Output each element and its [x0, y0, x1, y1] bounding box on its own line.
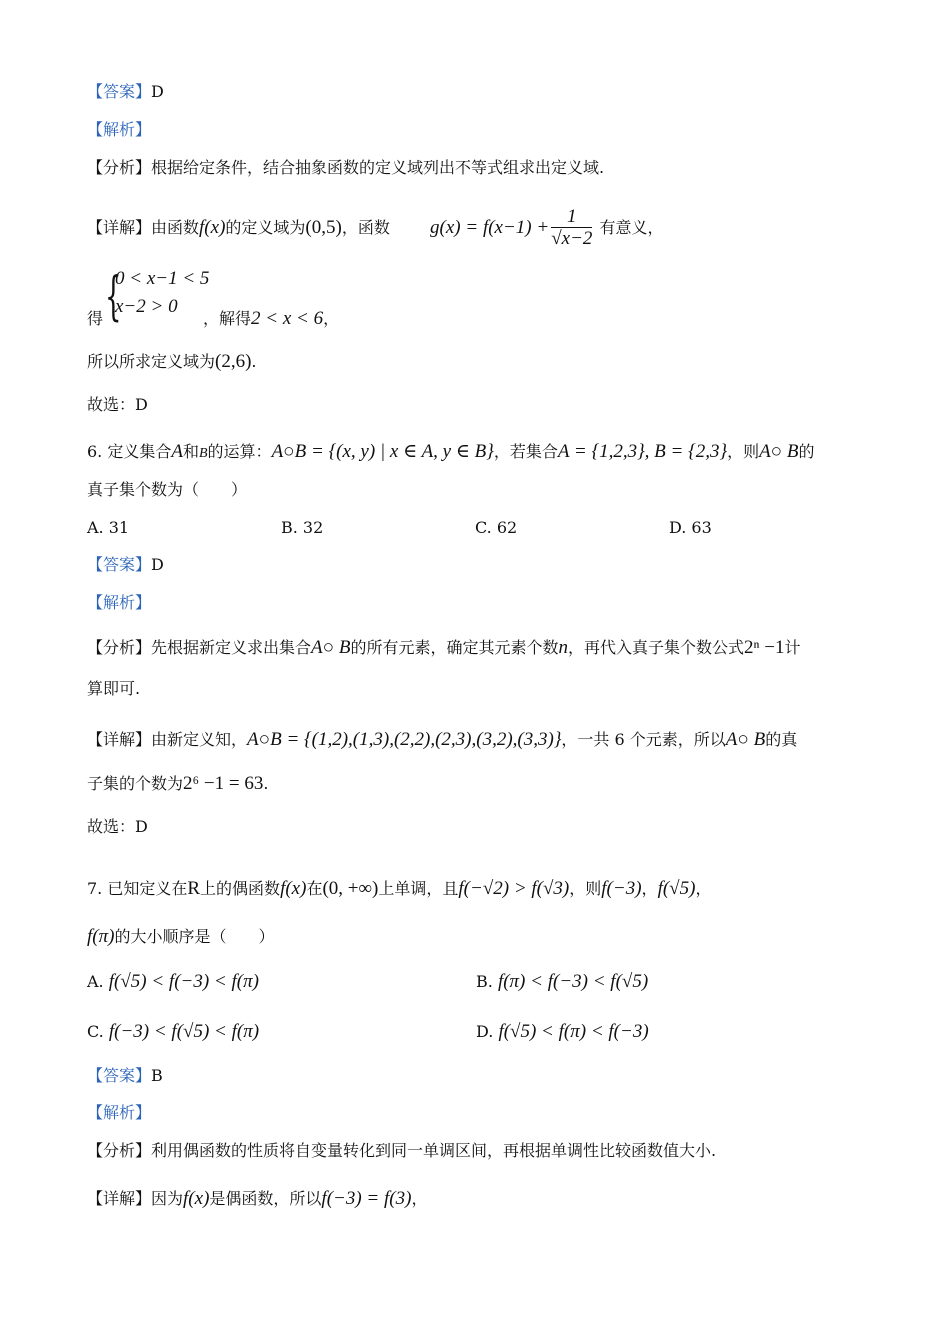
math-result-set: A○B = {(1,2),(1,3),(2,2),(2,3),(3,2),(3,3)} [247, 729, 562, 750]
math-value-3: f(π) [87, 926, 115, 947]
q6-option-c: C. 62 [475, 518, 518, 537]
math-aob: A○ B [311, 637, 351, 658]
q6-explain-line [87, 591, 863, 615]
math-result: (2,6) [215, 351, 252, 372]
analysis-text: 的所有元素，确定其元素个数 [350, 638, 559, 657]
math-calc: 2⁶ −1 = 63 [183, 773, 264, 794]
option-label: B. [476, 972, 493, 991]
option-label: A. [87, 972, 104, 991]
math-B: B [198, 446, 208, 461]
answer-tag: 【答案】 [87, 555, 152, 574]
math-equation: f(−3) = f(3) [321, 1188, 412, 1209]
math-A: A [171, 441, 183, 462]
math-formula: 2ⁿ −1 [744, 637, 785, 658]
stem-text: 6. 定义集合 [87, 442, 172, 461]
q5-detail-line [87, 206, 863, 250]
math-domain: (0,5) [305, 217, 342, 238]
q6-detail-line-1 [87, 728, 863, 752]
analysis-tag: 【分析】 [87, 158, 152, 177]
detail-text: 的真 [765, 730, 798, 749]
math-aob: A○ B [725, 729, 766, 750]
math-sets: A = {1,2,3}, B = {2,3} [557, 441, 728, 462]
fraction-denominator: √x−2 [551, 228, 593, 249]
answer-tag: 【答案】 [87, 1066, 152, 1085]
math-fx: f(x) [183, 1188, 210, 1209]
math-g-def: g(x) = f(x−1) + [430, 217, 550, 238]
detail-text: 因为 [151, 1189, 184, 1208]
stem-text: ，则 [569, 879, 602, 898]
stem-text: 上单调，且 [378, 879, 459, 898]
q6-answer-line [87, 553, 863, 577]
math-solution: 2 < x < 6 [251, 308, 324, 329]
detail-text: 是偶函数，所以 [209, 1189, 322, 1208]
analysis-text: 根据给定条件，结合抽象函数的定义域列出不等式组求出定义域. [151, 158, 605, 177]
stem-text: 在 [306, 879, 323, 898]
q7-stem-line-2 [87, 925, 863, 949]
math-fx: f(x) [280, 878, 307, 899]
math-interval: (0, +∞) [322, 878, 379, 899]
stem-text: 和 [182, 442, 199, 461]
stem-text: 的运算： [207, 442, 272, 461]
math-aob: A○ B [759, 441, 799, 462]
q7-answer-line [87, 1064, 863, 1088]
q6-stem-line-1 [87, 440, 863, 466]
analysis-tag: 【分析】 [87, 638, 152, 657]
solve-text: ， [323, 309, 340, 328]
explain-tag: 【解析】 [87, 120, 152, 139]
analysis-tag: 【分析】 [87, 1141, 152, 1160]
stem-text: ，若集合 [493, 442, 558, 461]
analysis-text: 利用偶函数的性质将自变量转化到同一单调区间，再根据单调性比较函数值大小. [151, 1141, 717, 1160]
stem-text: 的 [798, 442, 815, 461]
q7-analysis-line [87, 1139, 863, 1163]
q6-detail-line-2 [87, 772, 863, 796]
option-expr: f(√5) < f(π) < f(−3) [498, 1021, 649, 1042]
detail-tag: 【详解】 [87, 218, 152, 237]
answer-value: D [151, 82, 164, 101]
answer-tag: 【答案】 [87, 82, 152, 101]
math-value-2: f(√5) [657, 878, 696, 899]
q7-stem-line-1 [87, 877, 863, 901]
q7-option-a [87, 970, 259, 994]
analysis-text: ，再代入真子集个数公式 [568, 638, 745, 657]
detail-text: . [263, 774, 269, 793]
q5-result-line [87, 350, 863, 374]
detail-text: 子集的个数为 [87, 774, 184, 793]
math-op-def: A○B = {(x, y) | x ∈ A, y ∈ B} [271, 441, 494, 462]
option-label: C. [87, 1022, 104, 1041]
q7-detail-line [87, 1187, 863, 1211]
q6-option-b: B. 32 [281, 518, 324, 537]
q6-stem-line-2: 真子集个数为（ ） [87, 480, 248, 499]
option-expr: f(π) < f(−3) < f(√5) [497, 971, 649, 992]
answer-value: D [151, 555, 164, 574]
answer-value: B [151, 1066, 163, 1085]
math-fx: f(x) [199, 217, 226, 238]
q6-option-a: A. 31 [87, 518, 130, 537]
de-text: 得 [87, 309, 104, 328]
result-text: 所以所求定义域为 [87, 352, 216, 371]
q5-analysis-line [87, 156, 863, 180]
detail-tag: 【详解】 [87, 730, 152, 749]
detail-text: 的定义域为 [225, 218, 306, 237]
q5-choose-line: 故选：D [87, 395, 148, 414]
system-row-2: x−2 > 0 [115, 296, 178, 317]
analysis-text: 计 [784, 638, 801, 657]
detail-tag: 【详解】 [87, 1189, 152, 1208]
q6-option-d: D. 63 [669, 518, 712, 537]
option-expr: f(−3) < f(√5) < f(π) [108, 1021, 260, 1042]
detail-text: 有意义， [599, 218, 664, 237]
math-fraction [551, 207, 592, 250]
detail-text: ，一共 6 个元素，所以 [561, 730, 726, 749]
stem-text: 7. 已知定义在 [87, 879, 188, 898]
math-R: R [187, 878, 201, 899]
detail-text: 由函数 [151, 218, 200, 237]
math-value-1: f(−3) [601, 878, 642, 899]
explain-tag: 【解析】 [87, 1103, 152, 1122]
q5-answer-line [87, 80, 863, 104]
q7-option-c [87, 1020, 259, 1044]
detail-text: ，函数 [341, 218, 390, 237]
fraction-numerator: 1 [551, 207, 592, 228]
system-row-1: 0 < x−1 < 5 [115, 268, 210, 289]
detail-text: ， [411, 1189, 428, 1208]
q6-analysis-line-1 [87, 636, 863, 660]
stem-text: ， [641, 879, 658, 898]
q5-explain-line [87, 118, 863, 142]
solve-text: ，解得 [203, 309, 252, 328]
q7-explain-line [87, 1101, 863, 1125]
result-text: . [251, 352, 257, 371]
stem-text: 的大小顺序是（ ） [114, 927, 275, 946]
stem-text: 上的偶函数 [200, 879, 281, 898]
stem-text: ，则 [727, 442, 760, 461]
q7-option-d [476, 1020, 649, 1044]
solve-line [203, 306, 339, 330]
option-label: D. [476, 1022, 494, 1041]
option-expr: f(√5) < f(−3) < f(π) [108, 971, 259, 992]
analysis-text: 先根据新定义求出集合 [151, 638, 312, 657]
math-n: n [558, 637, 568, 658]
detail-text: 由新定义知， [151, 730, 248, 749]
explain-tag: 【解析】 [87, 593, 152, 612]
stem-text: ， [695, 879, 712, 898]
q6-analysis-line-2: 算即可. [87, 679, 141, 698]
q6-choose-line: 故选：D [87, 817, 148, 836]
math-condition: f(−√2) > f(√3) [458, 878, 570, 899]
brace-icon: { [105, 267, 122, 327]
q7-option-b [476, 970, 648, 994]
